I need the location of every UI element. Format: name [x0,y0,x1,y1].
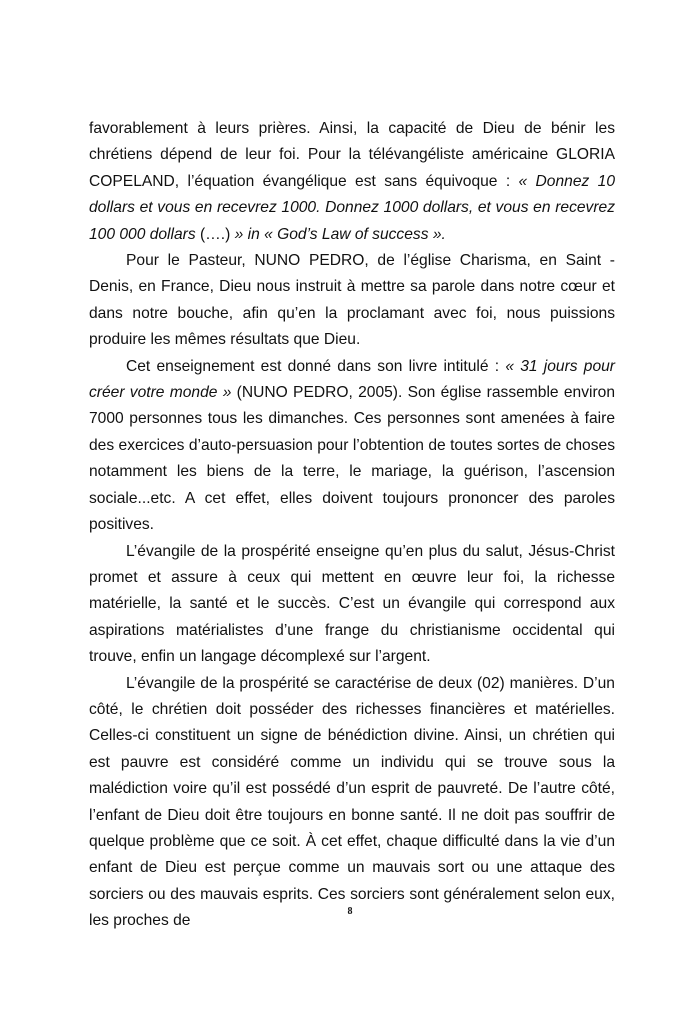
text-run: Cet enseignement est donné dans son livre intitulé : [126,357,506,375]
paragraph [89,248,615,354]
text-run: L’évangile de la prospérité se caractérise de deux (02) manières. D’un côté, le chrétien doit posséder des richesses financières et matérielles. Celles-ci constituent un signe de bénédiction divine. Ainsi, un chrétien qui est pauvre est considéré comme un individu qui se trouve sous la malédiction voire qu’il est possédé d’un esprit de pauvreté. De l’autre côté, l’enfant de Dieu doit être toujours en bonne santé. Il ne doit pas souffrir de quelque problème que ce soit. À cet effet, chaque difficulté dans la vie d’un enfant de Dieu est perçue comme un mauvais sort ou une attaque des sorciers ou des mauvais esprits. Ces sorciers sont généralement selon eux, les proches de [89,674,615,930]
body-text [89,116,615,935]
text-run-italic: » in « God’s Law of success ». [234,225,446,243]
page-number: 8 [347,906,353,917]
text-run: (….) [195,225,235,243]
text-run: (NUNO PEDRO, 2005). Son église rassemble environ 7000 personnes tous les dimanches. Ces personnes sont amenées à faire des exercices d’auto-persuasion pour l’obtention de toutes sortes de choses notamment les biens de la terre, le mariage, la guérison, l’ascension sociale...etc. A cet effet, elles doivent toujours prononcer des paroles positives. [89,384,616,534]
paragraph [89,116,615,248]
paragraph [89,354,615,539]
text-run-italic: « Donnez 10 dollars et vous en recevrez 1000. Donnez 1000 dollars, et vous en recevrez 100 000 dollars [89,172,615,243]
paragraph [89,539,615,671]
text-run: favorablement à leurs prières. Ainsi, la capacité de Dieu de bénir les chrétiens dépend de leur foi. Pour la télévangéliste américaine GLORIA COPELAND, l’équation évangélique est sans équivoque : [89,120,615,190]
paragraph [89,671,615,935]
text-run: L’évangile de la prospérité enseigne qu’en plus du salut, Jésus-Christ promet et assure à ceux qui mettent en œuvre leur foi, la richesse matérielle, la santé et le succès. C’est un évangile qui correspond aux aspirations matérialistes d’une frange du christianisme occidental qui trouve, enfin un langage décomplexé sur l’argent. [89,542,615,666]
text-run: Pour le Pasteur, NUNO PEDRO, de l’église Charisma, en Saint -Denis, en France, Dieu nous instruit à mettre sa parole dans notre cœur et dans notre bouche, afin qu’en la proclamant avec foi, nous puissions produire les mêmes résultats que Dieu. [89,252,615,349]
text-run-italic: « 31 jours pour créer votre monde » [89,357,615,402]
